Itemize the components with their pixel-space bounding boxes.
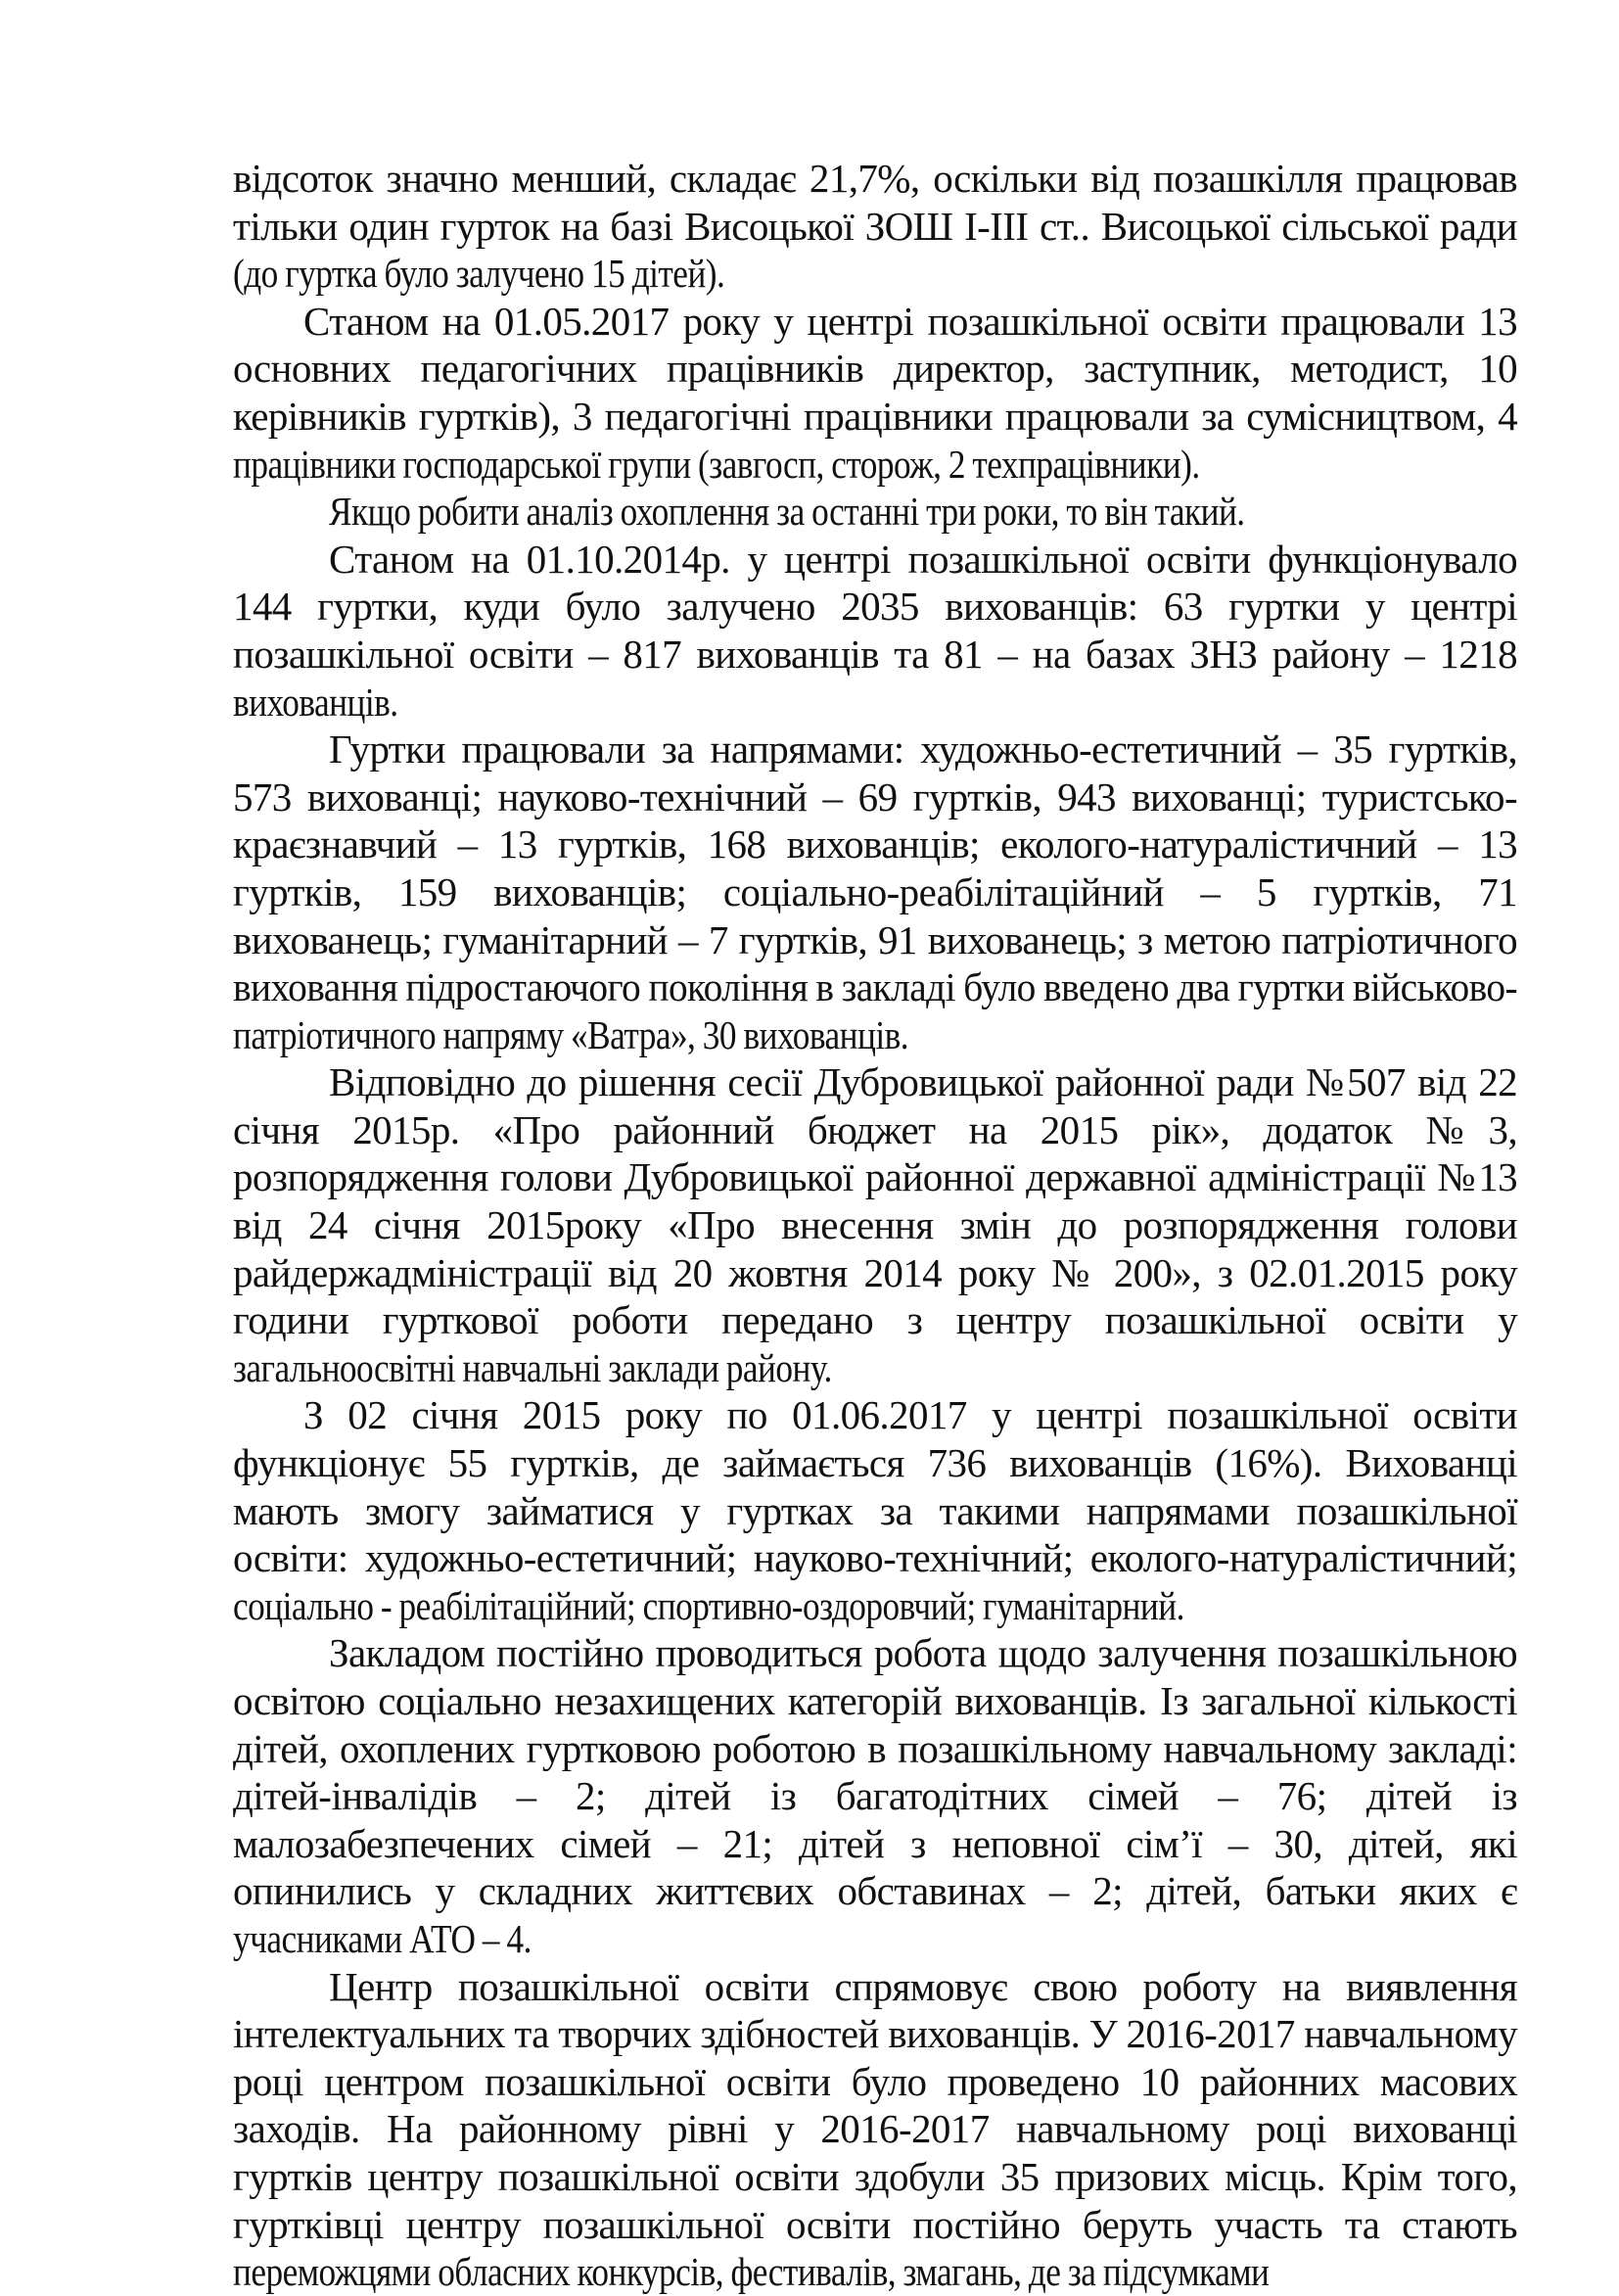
text-line: райдержадміністрації від 20 жовтня 2014 року № 200», з 02.01.2015 року bbox=[233, 1249, 1517, 1295]
paragraph-p6 bbox=[233, 1058, 1517, 1391]
paragraph-p9 bbox=[233, 1963, 1517, 2296]
paragraph-p3 bbox=[233, 488, 1517, 536]
text-line: соціально - реабілітаційний; спортивно-оздоровчий; гуманітарний. bbox=[233, 1582, 1184, 1628]
text-line: заходів. На районному рівні у 2016-2017 навчальному році вихованці bbox=[233, 2106, 1517, 2152]
text-line: розпорядження голови Дубровицької районної державної адміністрації №13 bbox=[233, 1154, 1517, 1200]
text-line: (до гуртка було залучено 15 дітей). bbox=[233, 251, 725, 297]
paragraph-p5 bbox=[233, 726, 1517, 1058]
text-line: Закладом постійно проводиться робота щодо залучення позашкільною bbox=[329, 1630, 1517, 1676]
text-line: Станом на 01.05.2017 року у центрі позашкільної освіти працювали 13 bbox=[303, 298, 1517, 344]
paragraph-p1 bbox=[233, 155, 1517, 298]
paragraph-p8 bbox=[233, 1629, 1517, 1962]
text-line: опинились у складних життєвих обставинах – 2; дітей, батьки яких є bbox=[233, 1868, 1517, 1914]
text-line: позашкільної освіти – 817 вихованців та 81 – на базах ЗНЗ району – 1218 bbox=[233, 631, 1517, 677]
paragraph-p2 bbox=[233, 298, 1517, 488]
text-line: освіти: художньо-естетичний; науково-технічний; еколого-натуралістичний; bbox=[233, 1535, 1517, 1581]
text-line: працівники господарської групи (завгосп, сторож, 2 техпрацівники). bbox=[233, 441, 1200, 487]
text-line: краєзнавчий – 13 гуртків, 168 вихованців; еколого-натуралістичний – 13 bbox=[233, 821, 1517, 867]
text-line: 144 гуртки, куди було залучено 2035 вихованців: 63 гуртки у центрі bbox=[233, 584, 1517, 630]
text-line: функціонує 55 гуртків, де займається 736 вихованців (16%). Вихованці bbox=[233, 1440, 1517, 1486]
text-line: переможцями обласних конкурсів, фестивалів, змагань, де за підсумками bbox=[233, 2249, 1270, 2295]
text-line: дітей, охоплених гуртковою роботою в позашкільному навчальному закладі: bbox=[233, 1725, 1517, 1771]
text-line: мають змогу займатися у гуртках за такими напрямами позашкільної bbox=[233, 1487, 1517, 1533]
text-line: тільки один гурток на базі Висоцької ЗОШ І-ІІІ ст.. Висоцької сільської ради bbox=[233, 203, 1517, 249]
text-line: Якщо робити аналіз охоплення за останні три роки, то він такий. bbox=[328, 489, 1245, 535]
text-line: учасниками АТО – 4. bbox=[233, 1915, 532, 1961]
text-line: вихованців. bbox=[233, 679, 398, 725]
text-line: виховання підростаючого покоління в закладі було введено два гуртки військово- bbox=[233, 964, 1517, 1010]
text-line: З 02 січня 2015 року по 01.06.2017 у центрі позашкільної освіти bbox=[303, 1392, 1517, 1438]
text-line: основних педагогічних працівників директор, заступник, методист, 10 bbox=[233, 346, 1517, 392]
text-line: патріотичного напряму «Ватра», 30 вихованців. bbox=[233, 1011, 909, 1057]
text-line: керівників гуртків), 3 педагогічні працівники працювали за сумісництвом, 4 bbox=[233, 393, 1517, 439]
text-line: 573 вихованці; науково-технічний – 69 гуртків, 943 вихованці; туристсько- bbox=[233, 773, 1517, 820]
text-line: Центр позашкільної освіти спрямовує свою роботу на виявлення bbox=[329, 1963, 1517, 2009]
text-line: освітою соціально незахищених категорій вихованців. Із загальної кількості bbox=[233, 1678, 1517, 1723]
text-line: малозабезпечених сімей – 21; дітей з неповної сім’ї – 30, дітей, які bbox=[233, 1820, 1517, 1866]
text-line: гуртків центру позашкільної освіти здобули 35 призових місць. Крім того, bbox=[233, 2153, 1517, 2199]
text-line: Станом на 01.10.2014р. у центрі позашкільної освіти функціонувало bbox=[329, 536, 1517, 582]
text-line: гуртків, 159 вихованців; соціально-реабілітаційний – 5 гуртків, 71 bbox=[233, 868, 1517, 914]
text-line: році центром позашкільної освіти було проведено 10 районних масових bbox=[233, 2058, 1517, 2104]
text-line: Відповідно до рішення сесії Дубровицької районної ради №507 від 22 bbox=[329, 1059, 1517, 1105]
paragraph-p4 bbox=[233, 536, 1517, 726]
text-line: інтелектуальних та творчих здібностей вихованців. У 2016-2017 навчальному bbox=[233, 2011, 1517, 2057]
text-line: загальноосвітні навчальні заклади району. bbox=[233, 1344, 832, 1390]
text-line: дітей-інвалідів – 2; дітей із багатодітних сімей – 76; дітей із bbox=[233, 1773, 1517, 1819]
text-line: гуртківці центру позашкільної освіти постійно беруть участь та стають bbox=[233, 2201, 1517, 2247]
paragraph-p7 bbox=[233, 1391, 1517, 1629]
text-line: січня 2015р. «Про районний бюджет на 2015 рік», додаток №3, bbox=[233, 1106, 1517, 1152]
document-body bbox=[233, 155, 1517, 2296]
text-line: відсоток значно менший, складає 21,7%, оскільки від позашкілля працював bbox=[233, 156, 1517, 201]
text-line: години гурткової роботи передано з центру позашкільної освіти у bbox=[233, 1297, 1517, 1343]
text-line: вихованець; гуманітарний – 7 гуртків, 91 вихованець; з метою патріотичного bbox=[233, 916, 1517, 962]
text-line: від 24 січня 2015року «Про внесення змін до розпорядження голови bbox=[233, 1202, 1517, 1248]
text-line: Гуртки працювали за напрямами: художньо-естетичний – 35 гуртків, bbox=[329, 726, 1517, 773]
